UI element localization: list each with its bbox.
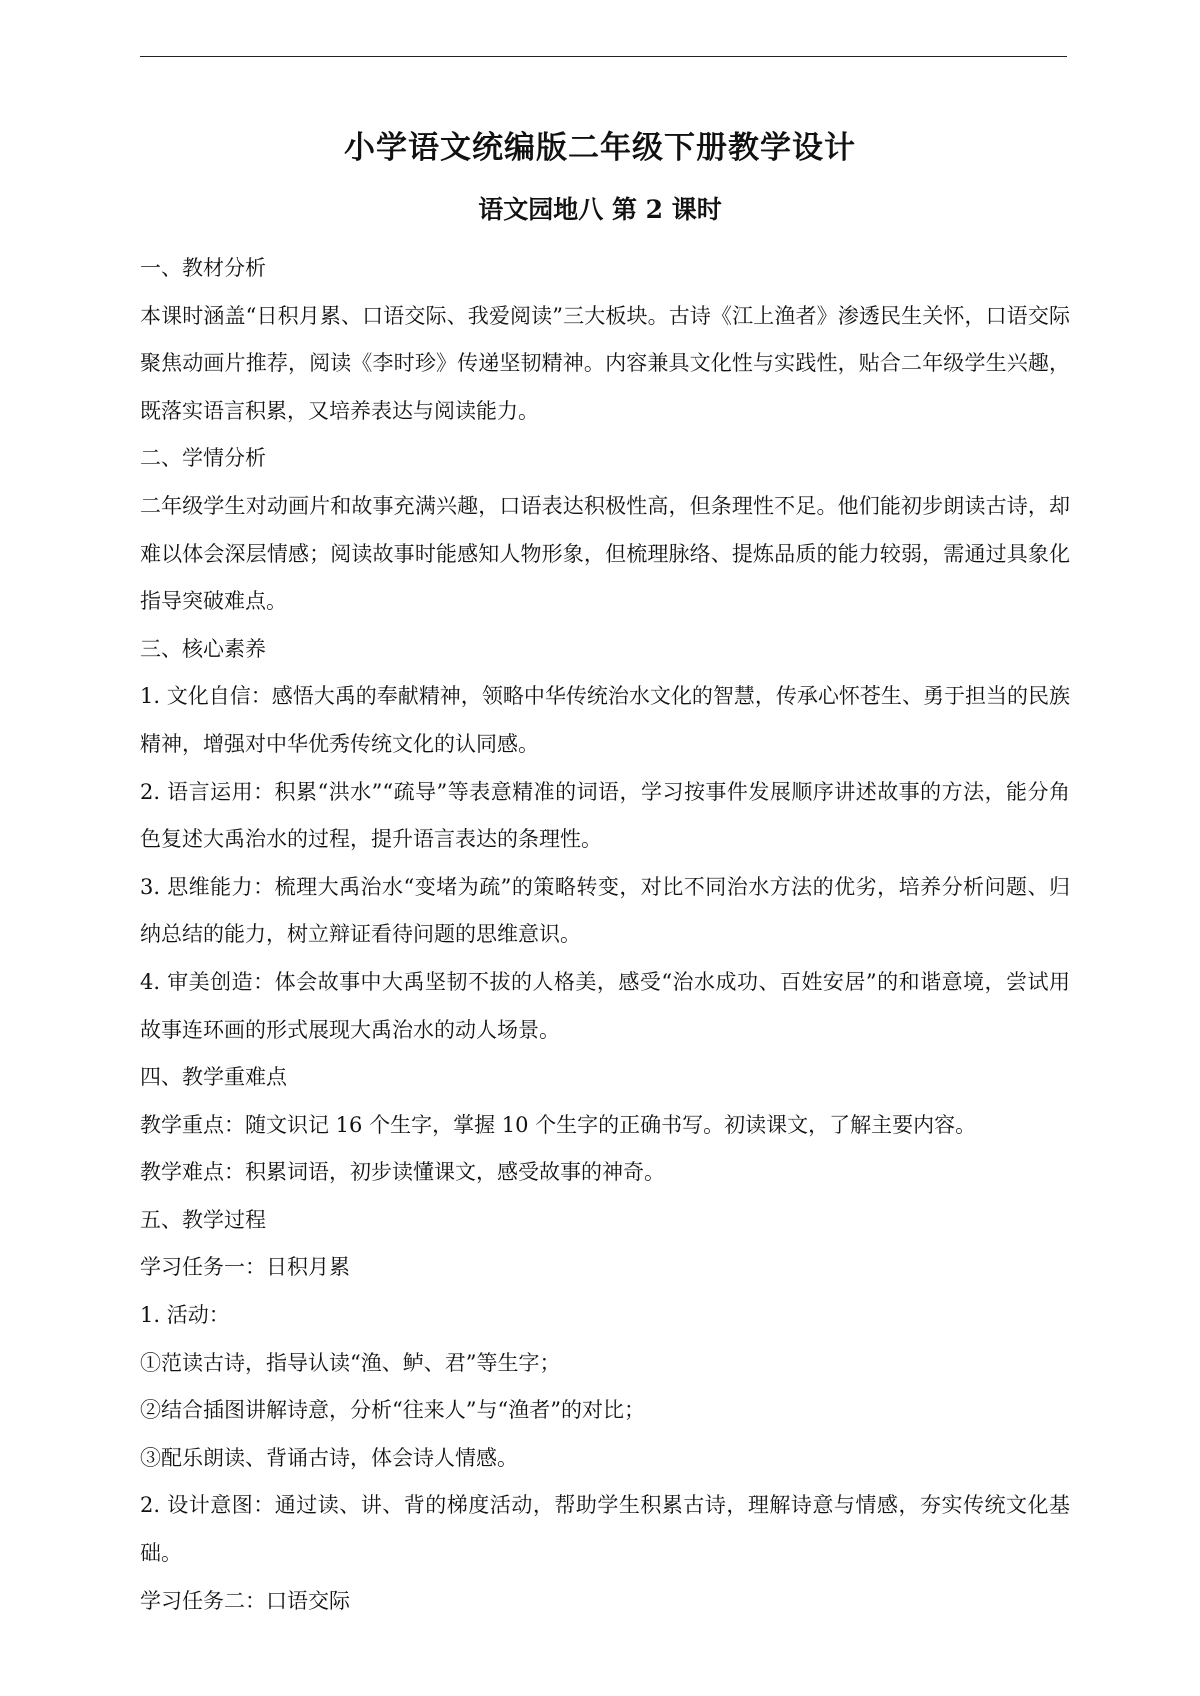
paragraph: 本课时涵盖“日积月累、口语交际、我爱阅读”三大板块。古诗《江上渔者》渗透民生关怀，口语交际聚焦动画片推荐，阅读《李时珍》传递坚韧精神。内容兼具文化性与实践性，贴合二年级学生兴趣，既落实语言积累，又培养表达与阅读能力。 [140,303,1070,423]
list-item: 1. 活动： [140,1303,230,1328]
document-body [140,245,1070,1625]
task-heading: 学习任务一：日积月累 [140,1255,350,1280]
list-item: 2. 语言运用：积累“洪水”“疏导”等表意精准的词语，学习按事件发展顺序讲述故事的方法，能分角色复述大禹治水的过程，提升语言表达的条理性。 [140,779,1070,852]
section-heading: 一、教材分析 [140,256,266,280]
section-heading: 四、教学重难点 [140,1065,287,1090]
task-heading: 学习任务二：口语交际 [140,1588,350,1613]
list-item: 1. 文化自信：感悟大禹的奉献精神，领略中华传统治水文化的智慧，传承心怀苍生、勇于担当的民族精神，增强对中华优秀传统文化的认同感。 [140,684,1070,756]
paragraph: 教学难点：积累词语，初步读懂课文，感受故事的神奇。 [140,1160,665,1185]
list-item: ②结合插图讲解诗意，分析“往来人”与“渔者”的对比； [140,1398,645,1423]
paragraph: 教学重点：随文识记 16 个生字，掌握 10 个生字的正确书写。初读课文，了解主要内容。 [140,1112,977,1137]
list-item: ①范读古诗，指导认读“渔、鲈、君”等生字； [140,1350,561,1375]
list-item: ③配乐朗读、背诵古诗，体会诗人情感。 [140,1445,518,1470]
paragraph: 二年级学生对动画片和故事充满兴趣，口语表达积极性高，但条理性不足。他们能初步朗读古诗，却难以体会深层情感；阅读故事时能感知人物形象，但梳理脉络、提炼品质的能力较弱，需通过具象化指导突破难点。 [140,493,1070,614]
header-rule [140,56,1067,57]
list-item: 4. 审美创造：体会故事中大禹坚韧不拔的人格美，感受“治水成功、百姓安居”的和谐意境，尝试用故事连环画的形式展现大禹治水的动人场景。 [140,969,1070,1042]
section-heading: 五、教学过程 [140,1207,266,1232]
list-item: 3. 思维能力：梳理大禹治水“变堵为疏”的策略转变，对比不同治水方法的优劣，培养分析问题、归纳总结的能力，树立辩证看待问题的思维意识。 [140,874,1070,947]
document-subtitle: 语文园地八 第 2 课时 [478,195,722,224]
list-item: 2. 设计意图：通过读、讲、背的梯度活动，帮助学生积累古诗，理解诗意与情感，夯实传统文化基础。 [140,1493,1070,1566]
section-heading: 二、学情分析 [140,446,266,471]
document-title: 小学语文统编版二年级下册教学设计 [344,130,856,166]
section-heading: 三、核心素养 [140,636,266,661]
